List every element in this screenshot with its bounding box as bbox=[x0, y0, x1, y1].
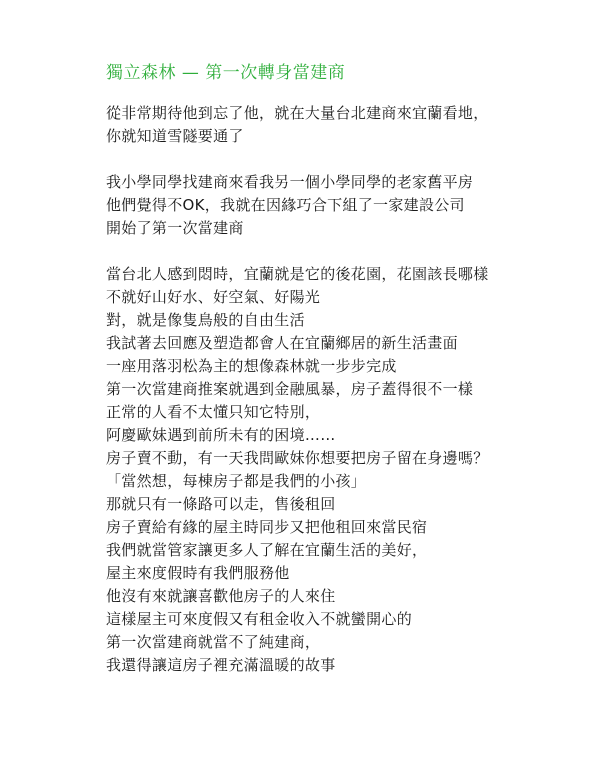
paragraph-spacer bbox=[106, 240, 586, 263]
text-line: 正常的人看不太懂只知它特別， bbox=[106, 403, 321, 421]
text-line: 屋主來度假時有我們服務他 bbox=[106, 564, 290, 582]
article bbox=[106, 62, 586, 677]
text-line: 他沒有來就讓喜歡他房子的人來住 bbox=[106, 587, 336, 605]
text-line: 那就只有一條路可以走，售後租回 bbox=[106, 495, 336, 513]
text-line: 對，就是像隻鳥般的自由生活 bbox=[106, 311, 305, 329]
text-line: 不就好山好水、好空氣、好陽光 bbox=[106, 288, 321, 306]
text-line: 他們覺得不OK，我就在因緣巧合下組了一家建設公司 bbox=[106, 196, 465, 214]
text-line: 阿慶歐妹遇到前所未有的困境…… bbox=[106, 426, 336, 444]
text-line: 從非常期待他到忘了他，就在大量台北建商來宜蘭看地， bbox=[106, 104, 489, 122]
article-body bbox=[106, 102, 586, 677]
text-line: 你就知道雪隧要通了 bbox=[106, 127, 244, 145]
text-line: 第一次當建商推案就遇到金融風暴，房子蓋得很不一樣 bbox=[106, 380, 474, 398]
paragraph-spacer bbox=[106, 148, 586, 171]
text-line: 我小學同學找建商來看我另一個小學同學的老家舊平房 bbox=[106, 173, 474, 191]
text-line: 我還得讓這房子裡充滿溫暖的故事 bbox=[106, 656, 336, 674]
text-line: 當台北人感到悶時，宜蘭就是它的後花園，花園該長哪樣 bbox=[106, 265, 489, 283]
text-line: 這樣屋主可來度假又有租金收入不就蠻開心的 bbox=[106, 610, 413, 628]
article-title: 獨立森林 — 第一次轉身當建商 bbox=[106, 63, 346, 83]
text-line: 我試著去回應及塑造都會人在宜蘭鄉居的新生活畫面 bbox=[106, 334, 458, 352]
paragraph bbox=[106, 102, 586, 148]
paragraph bbox=[106, 171, 586, 240]
text-line: 房子賣不動，有一天我問歐妹你想要把房子留在身邊嗎？ bbox=[106, 449, 489, 467]
text-line: 開始了第一次當建商 bbox=[106, 219, 244, 237]
paragraph bbox=[106, 263, 586, 677]
text-line: 一座用落羽松為主的想像森林就一步步完成 bbox=[106, 357, 397, 375]
text-line: 房子賣給有緣的屋主時同步又把他租回來當民宿 bbox=[106, 518, 428, 536]
text-line: 我們就當管家讓更多人了解在宜蘭生活的美好， bbox=[106, 541, 428, 559]
text-line: 「當然想，每棟房子都是我們的小孩」 bbox=[106, 472, 367, 490]
text-line: 第一次當建商就當不了純建商， bbox=[106, 633, 321, 651]
